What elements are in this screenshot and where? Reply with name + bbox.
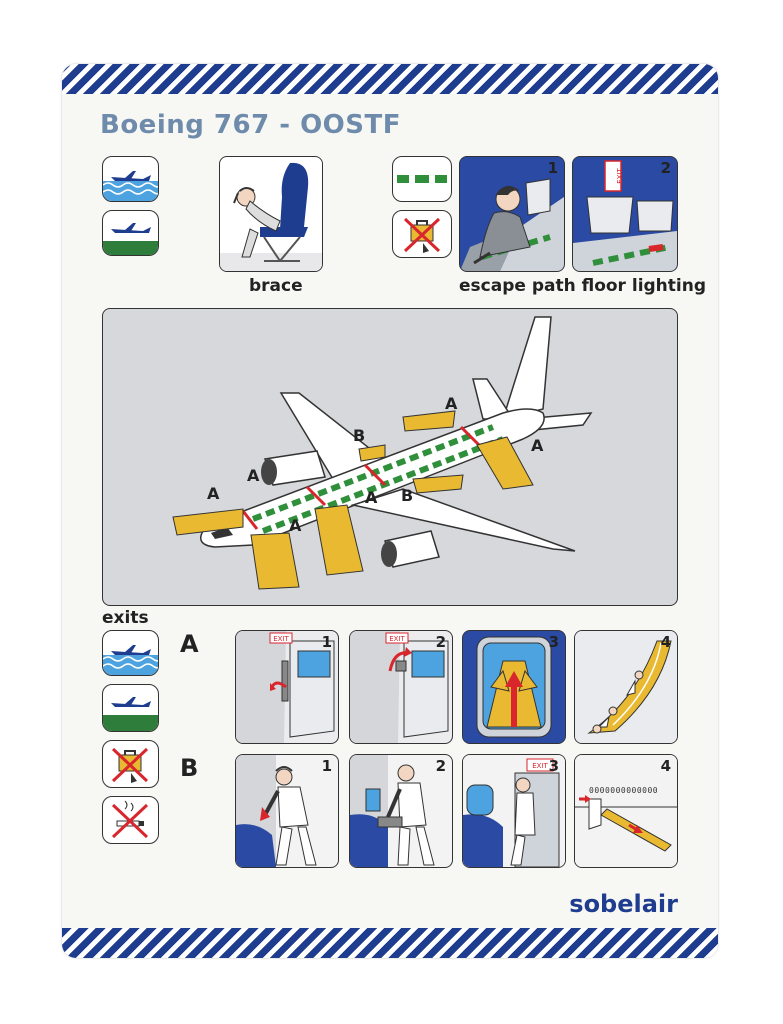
exit-sign-text: EXIT [273,635,289,643]
water-landing-icon [102,156,159,202]
panel-number: 3 [548,633,559,651]
airline-logo: sobelair [569,890,678,918]
top-stripe-border [62,64,718,94]
exit-a-step-2 [349,630,453,744]
panel-number: 1 [321,633,332,651]
floor-lighting-strip-icon [392,156,452,202]
exit-b-step-3 [462,754,566,868]
svg-text:A: A [289,516,302,535]
no-carry-on-baggage-icon [392,210,452,258]
bottom-stripe-border [62,928,718,958]
fuselage-windows: 0000000000000 [589,786,659,795]
panel-number: 4 [660,757,671,775]
svg-text:B: B [401,486,414,505]
no-smoking-icon [102,796,159,844]
svg-text:A: A [531,436,544,455]
card-title: Boeing 767 - OOSTF [100,110,401,140]
exit-type-a-label: A [180,630,199,658]
brace-caption: brace [249,276,303,296]
svg-text:A: A [445,394,458,413]
escape-path-panel-2 [572,156,678,272]
exit-type-b-label: B [180,754,199,782]
brace-position-illustration [219,156,323,272]
panel-number: 2 [660,159,671,177]
panel-number: 2 [435,633,446,651]
svg-text:A: A [365,488,378,507]
panel-number: 1 [547,159,558,177]
svg-text:A: A [247,466,260,485]
water-landing-icon [102,630,159,676]
safety-card [62,64,718,958]
panel-number: 4 [660,633,671,651]
exit-sign-text: EXIT [389,635,405,643]
escape-path-panel-1 [459,156,565,272]
exit-sign-text: EXIT [616,168,624,184]
svg-text:B: B [353,426,366,445]
exit-a-step-3 [462,630,566,744]
exit-sign-text: EXIT [532,762,548,770]
land-landing-icon [102,684,159,732]
svg-text:A: A [207,484,220,503]
exit-a-step-1 [235,630,339,744]
exit-b-step-4 [574,754,678,868]
land-landing-icon [102,210,159,256]
exit-b-step-1 [235,754,339,868]
exit-b-step-2 [349,754,453,868]
escape-path-caption: escape path floor lighting [459,276,707,296]
exits-caption: exits [102,608,149,628]
panel-number: 1 [321,757,332,775]
no-baggage-icon [102,740,159,788]
exit-a-step-4 [574,630,678,744]
aircraft-exits-diagram [102,308,678,606]
panel-number: 3 [548,757,559,775]
panel-number: 2 [435,757,446,775]
